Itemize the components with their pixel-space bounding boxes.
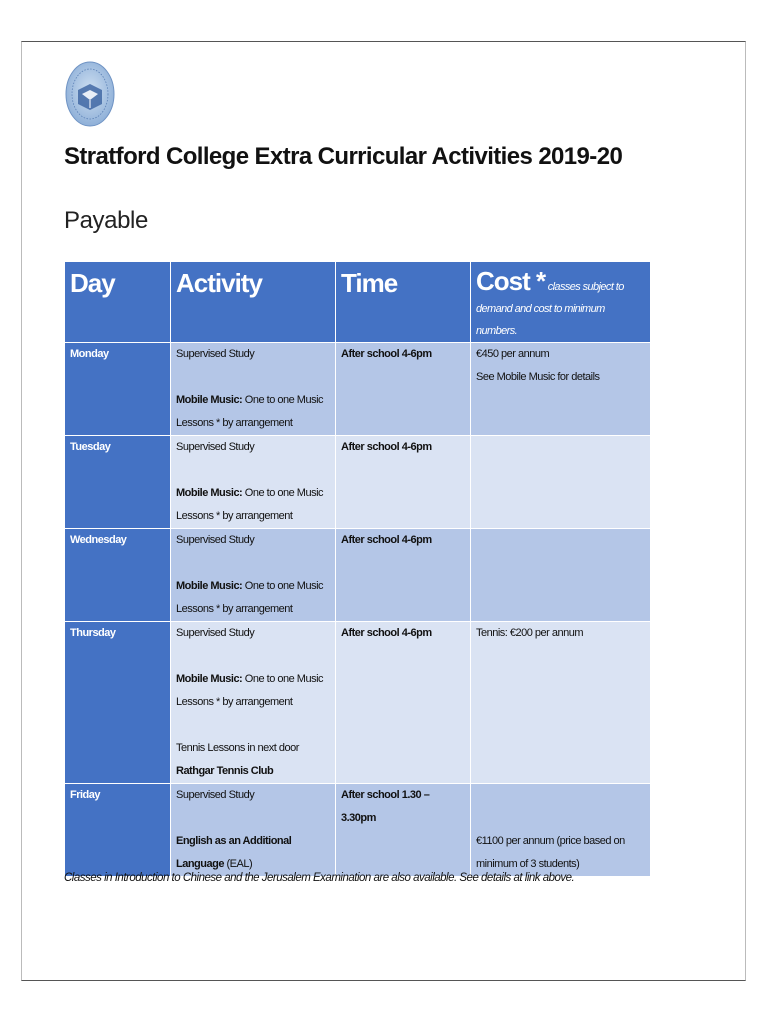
cost-cell — [471, 529, 651, 622]
day-cell: Friday — [65, 784, 171, 877]
table-row — [65, 622, 651, 784]
header-activity: Activity — [171, 262, 336, 343]
time-cell: After school 4-6pm — [336, 529, 471, 622]
table-row — [65, 529, 651, 622]
page-title: Stratford College Extra Curricular Activities 2019-20 — [64, 143, 623, 170]
time-cell: After school 4-6pm — [336, 622, 471, 784]
supervised-study-text: Supervised Study — [176, 534, 255, 546]
supervised-study-text: Supervised Study — [176, 627, 255, 639]
header-day: Day — [65, 262, 171, 343]
table-row — [65, 784, 651, 877]
footer-note: Classes in Introduction to Chinese and the Jerusalem Examination are also available. See details at link above. — [64, 872, 575, 884]
time-cell: After school 4-6pm — [336, 343, 471, 436]
activities-table — [64, 261, 651, 877]
table-row — [65, 343, 651, 436]
header-cost: Cost * classes subject to demand and cost to minimum numbers. — [471, 262, 651, 343]
activity-cell — [171, 622, 336, 784]
mobile-music-text: Mobile Music: One to one Music Lessons * by arrangement — [176, 487, 324, 522]
cost-cell — [471, 622, 651, 784]
cost-cell — [471, 784, 651, 877]
activity-cell — [171, 343, 336, 436]
mobile-music-text: Mobile Music: One to one Music Lessons * by arrangement — [176, 673, 324, 708]
time-cell: After school 4-6pm — [336, 436, 471, 529]
cost-note: classes subject to demand and cost to minimum numbers. — [476, 281, 624, 337]
cost-cell — [471, 343, 651, 436]
mobile-music-text: Mobile Music: One to one Music Lessons * by arrangement — [176, 580, 324, 615]
cost-line: See Mobile Music for details — [476, 371, 600, 383]
college-crest-logo — [64, 60, 116, 132]
cost-line: Tennis: €200 per annum — [476, 627, 584, 639]
day-cell: Wednesday — [65, 529, 171, 622]
supervised-study-text: Supervised Study — [176, 348, 255, 360]
day-cell: Thursday — [65, 622, 171, 784]
table-header-row — [65, 262, 651, 343]
day-cell: Tuesday — [65, 436, 171, 529]
section-subtitle: Payable — [64, 207, 148, 234]
mobile-music-text: Mobile Music: One to one Music Lessons * by arrangement — [176, 394, 324, 429]
activity-cell — [171, 436, 336, 529]
activity-cell — [171, 784, 336, 877]
table-row — [65, 436, 651, 529]
cost-line: €1100 per annum (price based on minimum of 3 students) — [476, 835, 625, 870]
cost-line: €450 per annum — [476, 348, 550, 360]
cost-cell — [471, 436, 651, 529]
eal-text: English as an Additional Language (EAL) — [176, 835, 292, 870]
supervised-study-text: Supervised Study — [176, 789, 255, 801]
day-cell: Monday — [65, 343, 171, 436]
supervised-study-text: Supervised Study — [176, 441, 255, 453]
time-cell: After school 1.30 – 3.30pm — [336, 784, 471, 877]
tennis-lessons-text: Tennis Lessons in next door Rathgar Tennis Club — [176, 742, 299, 777]
header-time: Time — [336, 262, 471, 343]
activity-cell — [171, 529, 336, 622]
